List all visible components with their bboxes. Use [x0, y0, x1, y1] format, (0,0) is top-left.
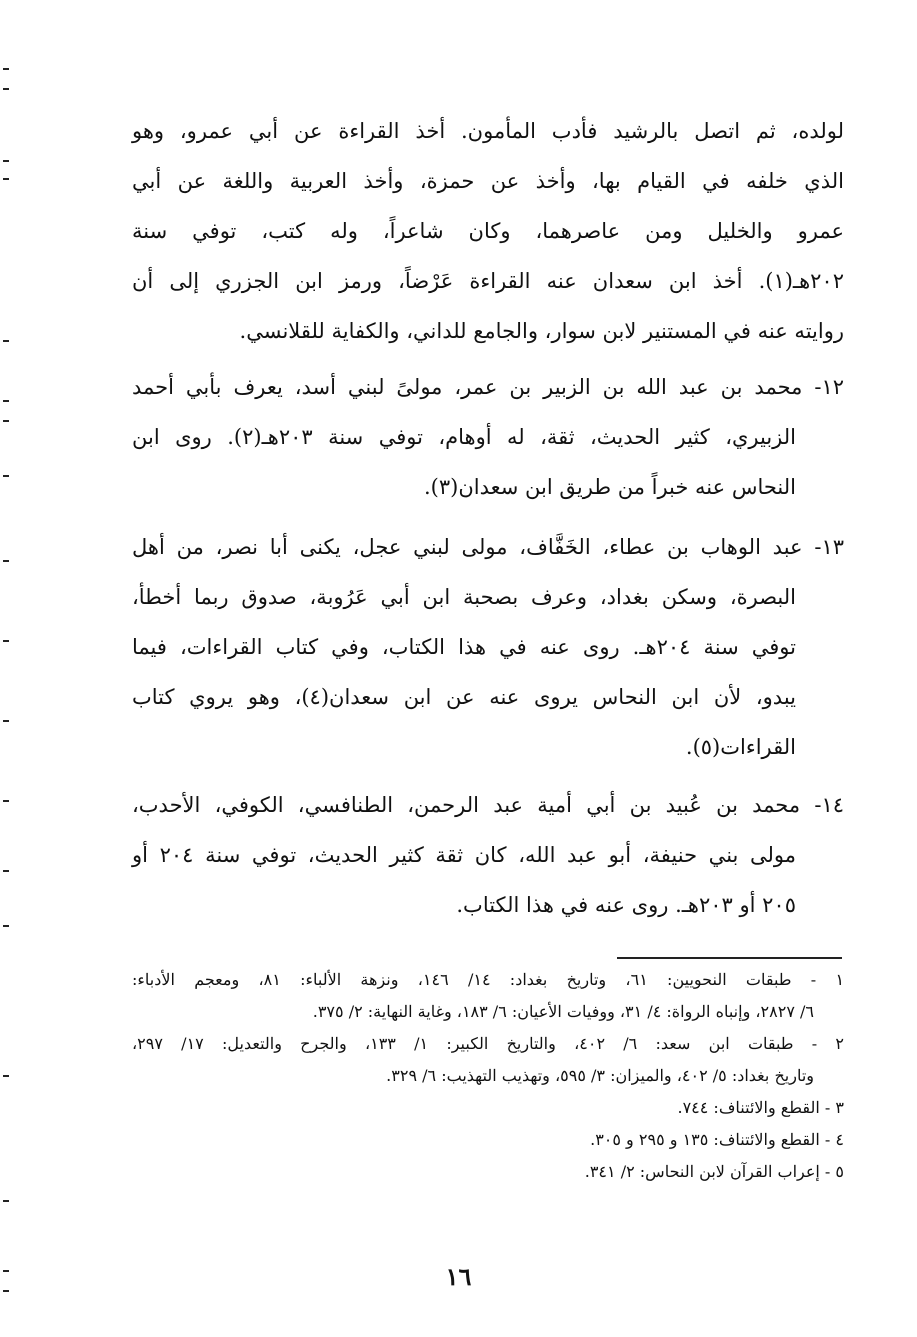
text-line: عمرو والخليل ومن عاصرهما، وكان شاعراً، وله كتب، توفي سنة	[132, 219, 844, 243]
text-line: الزبيري، كثير الحديث، ثقة، له أوهام، توفي سنة ٢٠٣هـ(٢). روى ابن	[132, 425, 796, 449]
text-line: ٢٠٥ أو ٢٠٣هـ. روى عنه في هذا الكتاب.	[456, 893, 796, 917]
binding-edge-marks	[0, 0, 14, 1337]
text-line: النحاس عنه خبراً من طريق ابن سعدان(٣).	[424, 475, 796, 499]
text-line: توفي سنة ٢٠٤هـ. روى عنه في هذا الكتاب، وفي كتاب القراءات، فيما	[132, 635, 797, 659]
text-line: القراءات(٥).	[685, 735, 796, 759]
footnote-line: ٣ - القطع والائتناف: ٧٤٤.	[677, 1098, 844, 1117]
footnote-line: وتاريخ بغداد: ٥/ ٤٠٢، والميزان: ٣/ ٥٩٥، وتهذيب التهذيب: ٦/ ٣٢٩.	[386, 1066, 814, 1085]
page-number: ١٦	[445, 1262, 472, 1291]
entry-12	[132, 362, 844, 512]
text-line: مولى بني حنيفة، أبو عبد الله، كان ثقة كثير الحديث، توفي سنة ٢٠٤ أو	[132, 843, 797, 867]
text-line: روايته عنه في المستنير لابن سوار، والجامع للداني، والكفاية للقلانسي.	[239, 319, 844, 343]
text-line: البصرة، وسكن بغداد، وعرف بصحبة ابن أبي عَرُوبة، صدوق ربما أخطأ،	[132, 585, 796, 609]
text-line: ١٢- محمد بن عبد الله بن الزبير بن عمر، مولىً لبني أسد، يعرف بأبي أحمد	[132, 375, 844, 399]
footnote-line: ٥ - إعراب القرآن لابن النحاس: ٢/ ٣٤١.	[584, 1162, 844, 1181]
text-line: ١٤- محمد بن عُبيد بن أبي أمية عبد الرحمن، الطنافسي، الكوفي، الأحدب،	[132, 793, 844, 817]
text-line: لولده، ثم اتصل بالرشيد فأدب المأمون. أخذ القراءة عن أبي عمرو، وهو	[132, 119, 844, 143]
entry-14	[132, 780, 844, 930]
paragraph-continuation	[132, 106, 844, 356]
footnote-line: ٤ - القطع والائتناف: ١٣٥ و ٢٩٥ و ٣٠٥.	[590, 1130, 844, 1149]
footnote-separator	[617, 957, 842, 959]
text-line: ١٣- عبد الوهاب بن عطاء، الخَفَّاف، مولى لبني عجل، يكنى أبا نصر، من أهل	[132, 535, 844, 559]
text-line: الذي خلفه في القيام بها، وأخذ عن حمزة، وأخذ العربية واللغة عن أبي	[132, 169, 844, 193]
footnote-line: ٦/ ٢٨٢٧، وإنباه الرواة: ٤/ ٣١، ووفيات الأعيان: ٦/ ١٨٣، وغاية النهاية: ٢/ ٣٧٥.	[312, 1002, 814, 1021]
entry-13	[132, 522, 844, 772]
text-line: يبدو، لأن ابن النحاس يروى عنه عن ابن سعدان(٤)، وهو يروي كتاب	[132, 685, 797, 709]
footnote-line: ١ - طبقات النحويين: ٦١، وتاريخ بغداد: ١٤/ ١٤٦، ونزهة الألباء: ٨١، ومعجم الأدباء:	[132, 970, 845, 989]
text-line: ٢٠٢هـ(١). أخذ ابن سعدان عنه القراءة عَرْضاً، ورمز ابن الجزري إلى أن	[132, 269, 844, 293]
footnote-line: ٢ - طبقات ابن سعد: ٦/ ٤٠٢، والتاريخ الكبير: ١/ ١٣٣، والجرح والتعديل: ١٧/ ٢٩٧،	[132, 1034, 845, 1053]
footnotes	[132, 964, 844, 1188]
